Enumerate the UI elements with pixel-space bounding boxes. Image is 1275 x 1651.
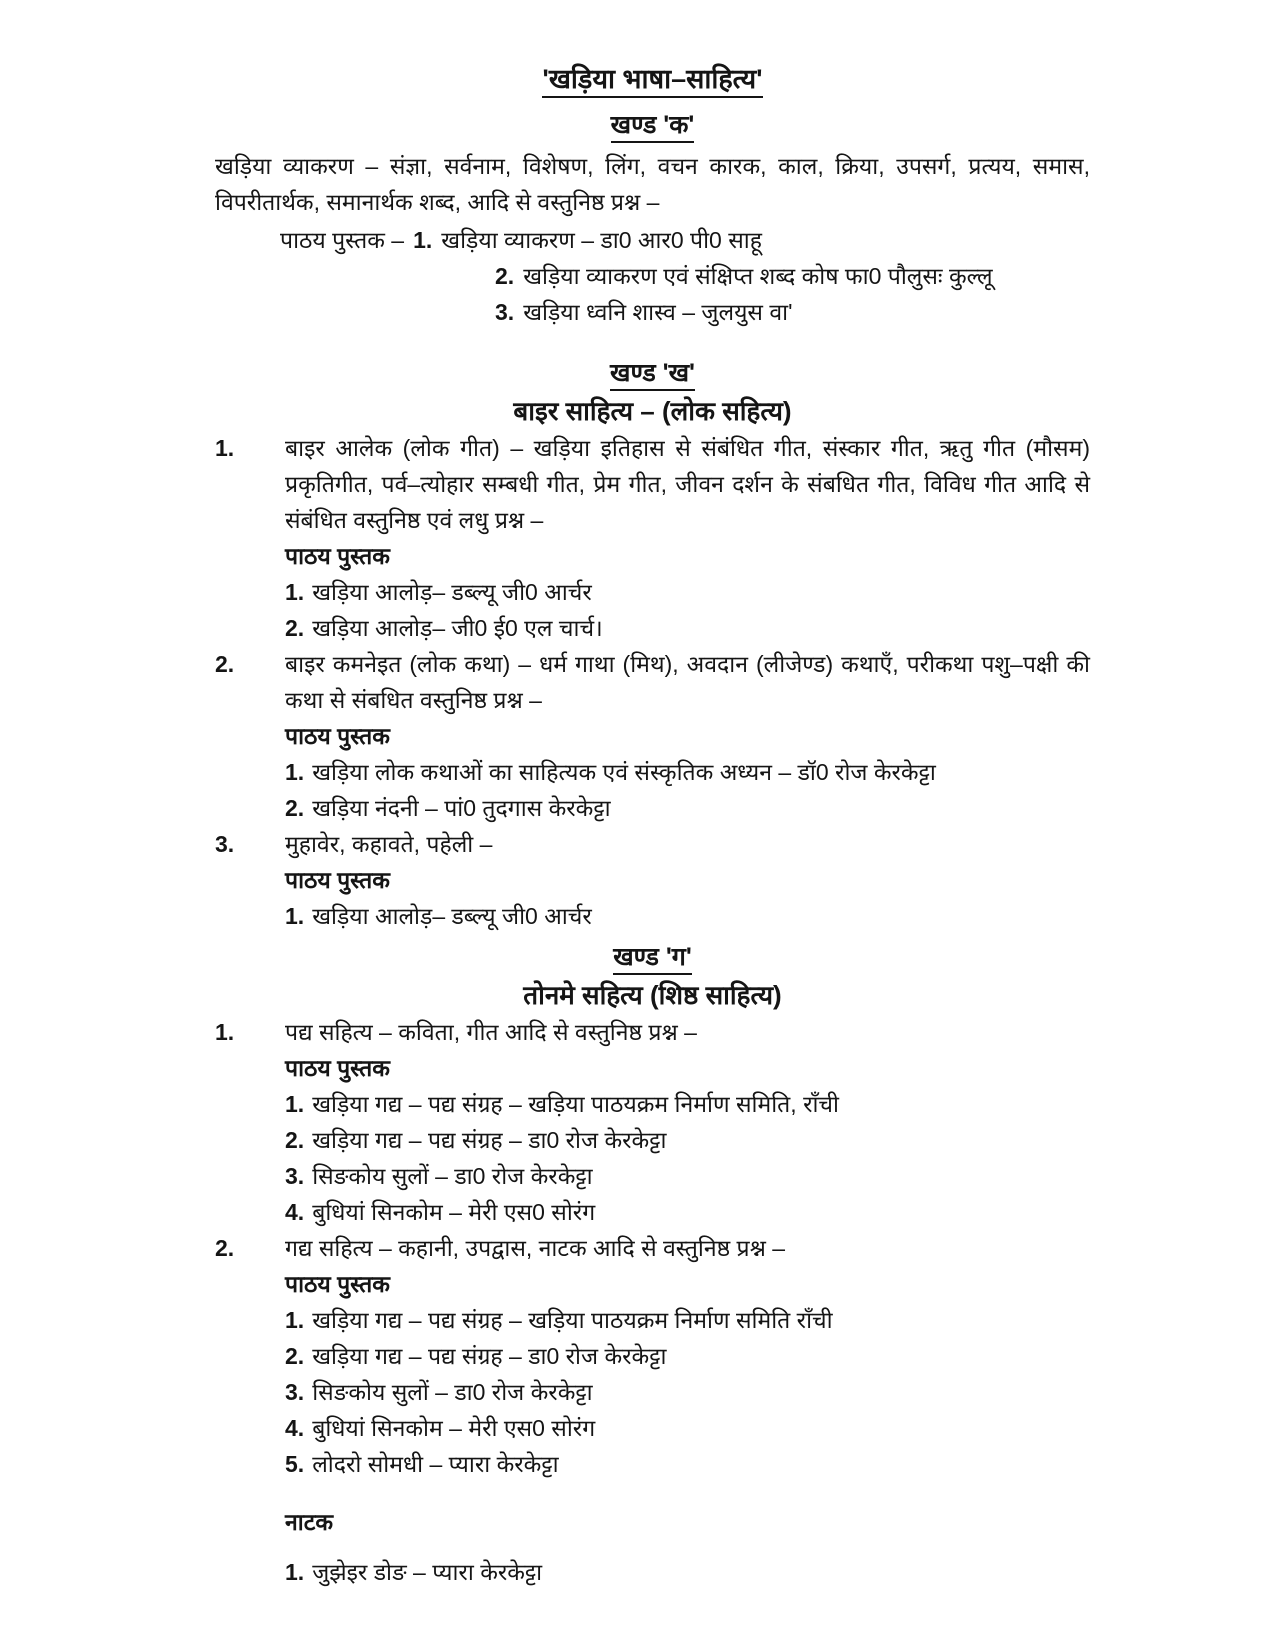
book-item <box>285 1194 1090 1230</box>
book-number: 1. <box>285 903 305 929</box>
drama-label: नाटक <box>285 1509 333 1535</box>
book-number: 1. <box>285 1091 305 1117</box>
book-title: खड़िया गद्य – पद्य संग्रह – खड़िया पाठयक्रम निर्माण समिति, राँची <box>312 1091 839 1117</box>
book-title: खड़िया व्याकरण एवं संक्षिप्त शब्द कोष फा0 पौलुसः कुल्लू <box>523 263 993 289</box>
book-title: खड़िया आलोड़– डब्ल्यू जी0 आर्चर <box>312 903 592 929</box>
section-a-heading: खण्ड 'क' <box>215 106 1090 144</box>
list-item <box>215 1014 1090 1230</box>
book-title: जुझेइर डोङ – प्यारा केरकेट्टा <box>312 1559 543 1585</box>
section-a-textbooks <box>215 222 1090 330</box>
book-title: खड़िया आलोड़– डब्ल्यू जी0 आर्चर <box>312 579 592 605</box>
section-b-heading: खण्ड 'ख' <box>215 354 1090 392</box>
book-item <box>285 1410 1090 1446</box>
textbook-label: पाठय पुस्तक <box>285 1055 390 1081</box>
book-number: 1. <box>285 1307 305 1333</box>
book-title: खड़िया गद्य – पद्य संग्रह – खड़िया पाठयक्रम निर्माण समिति राँची <box>312 1307 833 1333</box>
book-item <box>285 1338 1090 1374</box>
book-item <box>285 574 1090 610</box>
book-item <box>285 1374 1090 1410</box>
book-number: 2. <box>285 795 305 821</box>
book-number: 3. <box>285 1163 305 1189</box>
book-number: 1. <box>285 759 305 785</box>
book-number: 3. <box>285 1379 305 1405</box>
book-title: खड़िया नंदनी – पां0 तुदगास केरकेट्टा <box>312 795 611 821</box>
book-item <box>285 610 1090 646</box>
textbook-line <box>495 294 1090 330</box>
item-number: 1. <box>215 435 235 461</box>
book-number: 4. <box>285 1415 305 1441</box>
textbook-prefix: पाठय पुस्तक – <box>280 227 405 253</box>
section-a-intro: खड़िया व्याकरण – संज्ञा, सर्वनाम, विशेषण, लिंग, वचन कारक, काल, क्रिया, उपसर्ग, प्रत्यय, समास, विपरीतार्थक, समानार्थक शब्द, आदि से वस्तुनिष्ठ प्रश्न – <box>215 153 1090 215</box>
book-number: 3. <box>495 299 515 325</box>
book-title: बुधियां सिनकोम – मेरी एस0 सोरंग <box>312 1199 596 1225</box>
textbook-label: पाठय पुस्तक <box>285 867 390 893</box>
book-title: लोदरो सोमधी – प्यारा केरकेट्टा <box>312 1451 559 1477</box>
book-title: खड़िया लोक कथाओं का साहित्यक एवं संस्कृतिक अध्यन – डॉ0 रोज केरकेट्टा <box>312 759 936 785</box>
list-item <box>215 1230 1090 1590</box>
item-number: 2. <box>215 1235 235 1261</box>
item-text: गद्य सहित्य – कहानी, उपद्वास, नाटक आदि से वस्तुनिष्ठ प्रश्न – <box>285 1235 786 1261</box>
book-number: 2. <box>285 1343 305 1369</box>
book-title: सिङकोय सुलों – डा0 रोज केरकेट्टा <box>312 1163 593 1189</box>
book-item <box>285 898 1090 934</box>
list-item <box>215 646 1090 826</box>
book-item <box>285 1158 1090 1194</box>
book-title: खड़िया गद्य – पद्य संग्रह – डा0 रोज केरकेट्टा <box>312 1343 667 1369</box>
book-number: 5. <box>285 1451 305 1477</box>
section-c-heading: खण्ड 'ग' <box>215 938 1090 976</box>
book-number: 2. <box>495 263 515 289</box>
item-text: पद्य सहित्य – कविता, गीत आदि से वस्तुनिष्ठ प्रश्न – <box>285 1019 697 1045</box>
book-number: 2. <box>285 615 305 641</box>
textbook-label: पाठय पुस्तक <box>285 1271 390 1297</box>
book-number: 1. <box>413 227 433 253</box>
section-c-subheading: तोनमे सहित्य (शिष्ठ साहित्य) <box>523 980 782 1010</box>
doc-title-text: 'खड़िया भाषा–साहित्य' <box>542 64 762 98</box>
book-item <box>285 754 1090 790</box>
item-number: 2. <box>215 651 235 677</box>
book-number: 4. <box>285 1199 305 1225</box>
book-title: खड़िया गद्य – पद्य संग्रह – डा0 रोज केरकेट्टा <box>312 1127 667 1153</box>
item-text: बाइर आलेक (लोक गीत) – खड़िया इतिहास से संबंधित गीत, संस्कार गीत, ऋतु गीत (मौसम) प्रकृतिगीत, पर्व–त्योहार सम्बधी गीत, प्रेम गीत, जीवन दर्शन के संबधित गीत, विविध गीत आदि से संबंधित वस्तुनिष्ठ एवं लधु प्रश्न – <box>285 435 1090 533</box>
book-number: 1. <box>285 579 305 605</box>
list-item <box>215 826 1090 934</box>
item-text: मुहावेर, कहावते, पहेली – <box>285 831 493 857</box>
book-title: सिङकोय सुलों – डा0 रोज केरकेट्टा <box>312 1379 593 1405</box>
item-text: बाइर कमनेइत (लोक कथा) – धर्म गाथा (मिथ), अवदान (लीजेण्ड) कथाएँ, परीकथा पशु–पक्षी की कथा से संबधित वस्तुनिष्ठ प्रश्न – <box>285 651 1090 713</box>
textbook-label: पाठय पुस्तक <box>285 543 390 569</box>
book-item <box>285 1446 1090 1482</box>
book-item <box>285 1086 1090 1122</box>
textbook-label: पाठय पुस्तक <box>285 723 390 749</box>
book-item <box>285 1122 1090 1158</box>
book-item <box>285 790 1090 826</box>
section-b-subheading: बाइर साहित्य – (लोक सहित्य) <box>513 396 792 426</box>
book-number: 2. <box>285 1127 305 1153</box>
book-title: खड़िया आलोड़– जी0 ई0 एल चार्च। <box>312 615 603 641</box>
textbook-line <box>495 258 1090 294</box>
book-title: खड़िया ध्वनि शास्व – जुलयुस वा' <box>523 299 793 325</box>
doc-title <box>215 58 1090 100</box>
book-title: बुधियां सिनकोम – मेरी एस0 सोरंग <box>312 1415 596 1441</box>
list-item <box>215 430 1090 646</box>
item-number: 3. <box>215 831 235 857</box>
book-item <box>285 1302 1090 1338</box>
book-number: 1. <box>285 1559 305 1585</box>
book-item <box>285 1554 1090 1590</box>
book-title: खड़िया व्याकरण – डा0 आर0 पी0 साहू <box>441 227 762 253</box>
item-number: 1. <box>215 1019 235 1045</box>
textbook-line <box>280 222 1090 258</box>
